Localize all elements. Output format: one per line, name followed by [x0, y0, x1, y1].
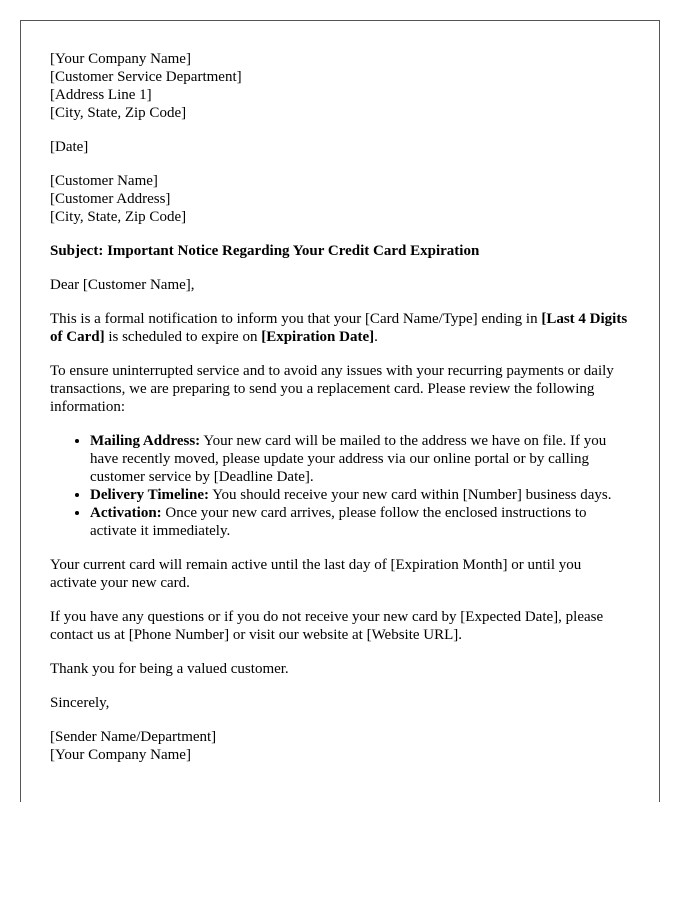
sender-city-state-zip: [City, State, Zip Code]	[50, 105, 187, 121]
list-item	[90, 504, 630, 540]
recipient-city-state-zip: [City, State, Zip Code]	[50, 209, 187, 225]
signature-sender: [Sender Name/Department]	[50, 729, 217, 745]
letter-body	[50, 50, 630, 764]
card-digits-placeholder: [Last 4 Digits of Card]	[50, 311, 628, 345]
closing: Sincerely,	[50, 695, 110, 711]
bullet-text: Your new card will be mailed to the address we have on file. If you have recently moved, please update your address via our online portal or by calling customer service by [Deadline Date].	[90, 433, 607, 485]
paragraph-thanks: Thank you for being a valued customer.	[50, 661, 289, 677]
date-block	[50, 138, 630, 156]
sender-address-block	[50, 50, 630, 122]
bullet-label: Activation:	[90, 505, 162, 521]
bullet-text: You should receive your new card within [Number] business days.	[209, 487, 612, 503]
recipient-name: [Customer Name]	[50, 173, 158, 189]
subject-line: Subject: Important Notice Regarding Your Credit Card Expiration	[50, 243, 480, 259]
letter-date: [Date]	[50, 139, 89, 155]
sender-address-line: [Address Line 1]	[50, 87, 152, 103]
paragraph-contact: If you have any questions or if you do not receive your new card by [Expected Date], please contact us at [Phone Number] or visit our website at [Website URL].	[50, 609, 604, 643]
list-item	[90, 432, 630, 486]
sender-company: [Your Company Name]	[50, 51, 191, 67]
paragraph-notification-text-1: This is a formal notification to inform you that your [Card Name/Type] ending in	[50, 311, 542, 327]
paragraph-replacement: To ensure uninterrupted service and to avoid any issues with your recurring payments or daily transactions, we are preparing to send you a replacement card. Please review the following information:	[50, 363, 614, 415]
recipient-address-block	[50, 172, 630, 226]
letter-page	[20, 20, 660, 802]
paragraph-notification	[50, 310, 630, 346]
paragraph-card-active: Your current card will remain active until the last day of [Expiration Month] or until you activate your new card.	[50, 557, 582, 591]
paragraph-notification-text-3: .	[374, 329, 378, 345]
recipient-address: [Customer Address]	[50, 191, 171, 207]
bullet-label: Mailing Address:	[90, 433, 201, 449]
bullet-text: Once your new card arrives, please follow the enclosed instructions to activate it immediately.	[90, 505, 587, 539]
sender-department: [Customer Service Department]	[50, 69, 242, 85]
salutation: Dear [Customer Name],	[50, 277, 195, 293]
paragraph-notification-text-2: is scheduled to expire on	[104, 329, 262, 345]
signature-block	[50, 728, 630, 764]
signature-company: [Your Company Name]	[50, 747, 191, 763]
expiration-date-placeholder: [Expiration Date]	[261, 329, 375, 345]
list-item	[90, 486, 630, 504]
bullet-label: Delivery Timeline:	[90, 487, 210, 503]
info-bullet-list	[50, 432, 630, 540]
